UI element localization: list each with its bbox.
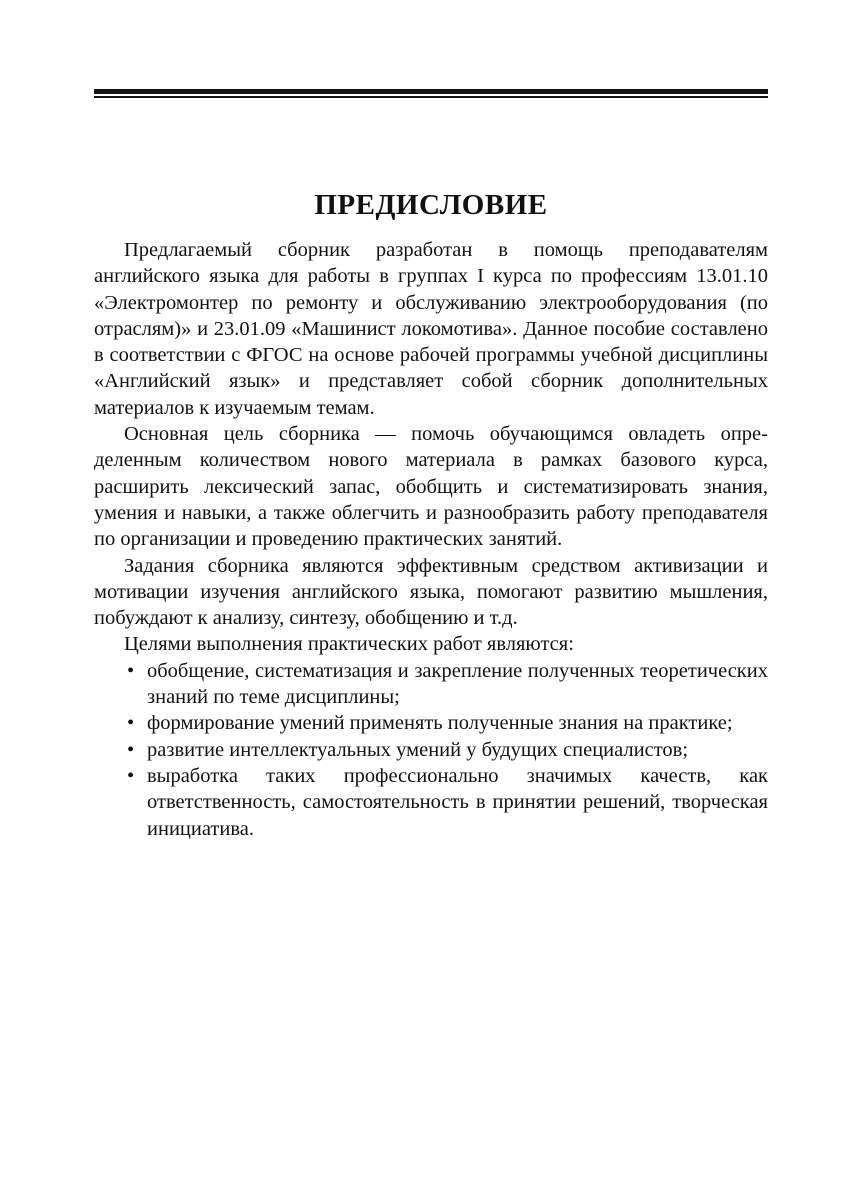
list-item: [125, 763, 768, 842]
list-item: [125, 658, 768, 711]
objectives-list: [94, 658, 768, 842]
list-item: [125, 737, 768, 763]
list-item-text: формирование умений применять полученные знания на практике;: [147, 712, 733, 735]
list-item: [125, 710, 768, 736]
bullet-marker: •: [127, 659, 135, 682]
paragraph-intro: Предлагаемый сборник разработан в помощь преподавателям английского языка для работы в группах I курса по профессиям 13.01.10 «Электромонтер по ремонту и обслуживанию электрооборудования (по отраслям)» и 23.01.09 «Машинист локомотива». Данное пособие составлено в соответствии с ФГОС на основе рабочей программы учебной дисциплины «Английский язык» и представляет собой сборник дополнительных материалов к изучаемым темам.: [94, 239, 768, 419]
header-rule-thin: [94, 96, 768, 98]
paragraph-tasks: Задания сборника являются эффективным средством активизации и мотивации изучения английского языка, помогают развитию мышления, побуждают к анализу, синтезу, обобщению и т.д.: [94, 554, 768, 630]
list-item-text: развитие интеллектуальных умений у будущих специалистов;: [147, 738, 689, 761]
paragraph-goal: Основная цель сборника — помочь обучающимся овладеть определенным количеством нового материала в рамках базового курса, расширить лексический запас, обобщить и систематизировать знания, умения и навыки, а также облегчить и разнообразить работу преподавателя по организации и проведению практических занятий.: [94, 423, 768, 551]
page-title: ПРЕДИСЛОВИЕ: [314, 189, 548, 221]
bullet-marker: •: [127, 764, 135, 787]
paragraph-objectives-lead: Целями выполнения практических работ являются:: [124, 633, 574, 656]
page-body: [94, 237, 768, 842]
bullet-marker: •: [127, 712, 135, 735]
bullet-marker: •: [127, 738, 135, 761]
header-rule-thick: [94, 89, 768, 94]
list-item-text: обобщение, систематизация и закрепление полученных теоретических знаний по теме дисциплины;: [147, 659, 768, 709]
list-item-text: выработка таких профессионально значимых качеств, как ответственность, самостоятельность в принятии решений, творческая инициатива.: [147, 764, 768, 840]
